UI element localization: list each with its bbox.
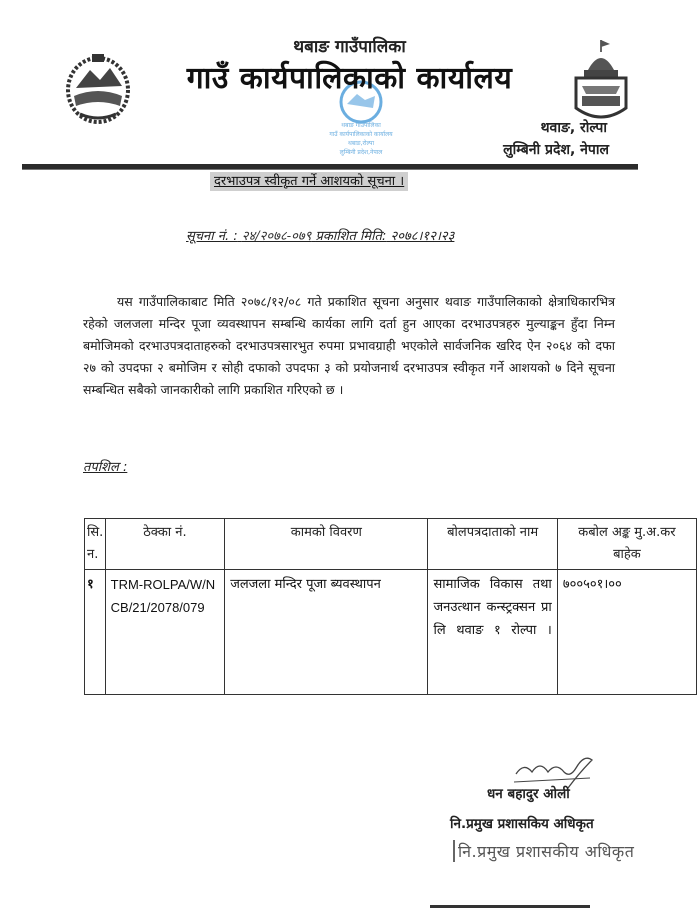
- stamp-text-4: लुम्बिनी प्रदेश,नेपाल: [339, 149, 383, 156]
- header-work-description: कामको विवरण: [225, 519, 428, 570]
- header-quoted-amount: कबोल अङ्क मु.अ.कर बाहेक: [557, 519, 696, 570]
- office-title: गाउँ कार्यपालिकाको कार्यालय: [186, 61, 513, 96]
- stamp-text-2: गाउँ कार्यपालिकाको कार्यालय: [329, 131, 393, 138]
- cell-bidder-name: सामाजिक विकास तथा जनउत्थान कन्स्ट्रक्सन प्रा लि थवाङ १ रोल्पा ।: [428, 570, 557, 695]
- cell-contract-no: TRM-ROLPA/W/NCB/21/2078/079: [105, 570, 225, 695]
- signatory-name: धन बहादुर ओली: [487, 786, 570, 802]
- address-line-2: लुम्बिनी प्रदेश, नेपाल: [503, 142, 609, 158]
- table-header-row: [85, 519, 697, 570]
- notice-number-value: २४/२०७८-०७९: [241, 229, 312, 244]
- bottom-rule: [430, 905, 590, 908]
- notice-number-label: सूचना नं. :: [186, 229, 238, 244]
- cell-quoted-amount: ७००५०१।००: [557, 570, 696, 695]
- published-date-value: २०७८।१२।२३: [390, 229, 455, 244]
- header-serial-no: सि. न.: [85, 519, 106, 570]
- notice-subject: दरभाउपत्र स्वीकृत गर्ने आशयको सूचना ।: [210, 172, 408, 191]
- signatory-stamp: नि.प्रमुख प्रशासकीय अधिकृत: [453, 840, 634, 862]
- header-contract-no: ठेक्का नं.: [105, 519, 225, 570]
- published-date-label: प्रकाशित मिति:: [315, 229, 387, 244]
- address-line-1: थवाङ, रोल्पा: [540, 120, 607, 136]
- tender-table: [84, 518, 697, 695]
- header-bidder-name: बोलपत्रदाताको नाम: [428, 519, 557, 570]
- notice-reference: [186, 226, 454, 244]
- stamp-text-1: थबाङ गाउँपालिका: [341, 122, 381, 129]
- cell-work-description: जलजला मन्दिर पूजा ब्यवस्थापन: [225, 570, 428, 695]
- cell-serial-no: १: [85, 570, 106, 695]
- municipality-name: थबाङ गाउँपालिका: [293, 37, 406, 57]
- stamp-text-3: थबाङ,रोल्पा: [347, 140, 375, 147]
- header-divider: [22, 164, 638, 170]
- details-label: तपशिल :: [83, 460, 128, 475]
- signatory-title: नि.प्रमुख प्रशासकिय अधिकृत: [450, 816, 594, 832]
- notice-body: यस गाउँपालिकाबाट मिति २०७८/१२/०८ गते प्रकाशित सूचना अनुसार थवाङ गाउँपालिकाको क्षेत्राधिकारभित्र रहेको जलजला मन्दिर पूजा व्यवस्थापन सम्बन्धि कार्यका लागि दर्ता हुन आएका दरभाउपत्रहरु मुल्याङ्कन हुँदा निम्न बमोजिमको दरभाउपत्रदाताहरुको दरभाउपत्रसारभुत रुपमा प्रभावग्राही भएकोले सार्वजनिक खरिद ऐन २०६४ को दफा २७ को उपदफा २ बमोजिम र सोही दफाको उपदफा ३ को प्रयोजनार्थ दरभाउपत्र स्वीकृत गर्ने आशयको ७ दिने सूचना सम्बन्धित सबैको जानकारीको लागि प्रकाशित गरिएको छ ।: [83, 294, 615, 397]
- table-row: [85, 570, 697, 695]
